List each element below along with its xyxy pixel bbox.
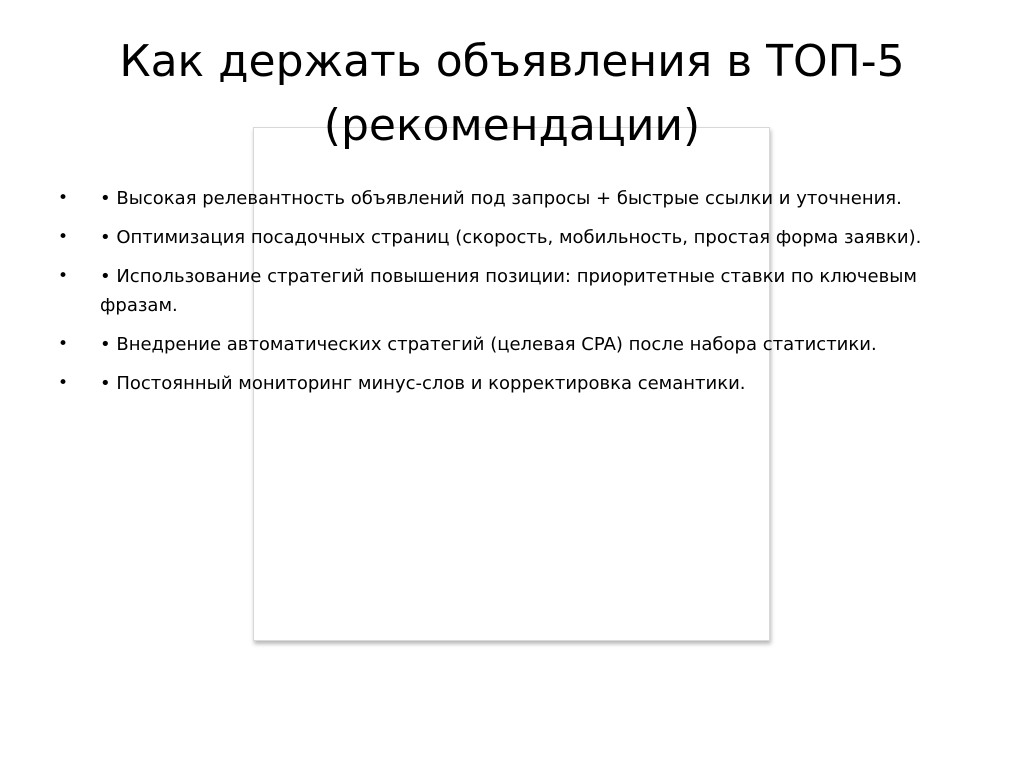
bullet-item	[58, 223, 958, 252]
slide-title-line-1: Как держать объявления в ТОП-5	[119, 36, 905, 87]
bullet-marker: •	[58, 227, 69, 247]
bullet-marker: •	[58, 266, 69, 286]
bullet-item	[58, 330, 958, 359]
bullet-marker: •	[58, 373, 69, 393]
bullet-item	[58, 369, 958, 398]
slide-title-line-2: (рекомендации)	[323, 100, 701, 151]
bullet-list	[58, 184, 958, 408]
bullet-item	[58, 262, 958, 320]
bullet-text: • Использование стратегий повышения позиции: приоритетные ставки по ключевым фразам.	[100, 266, 918, 316]
bullet-text: • Постоянный мониторинг минус-слов и корректировка семантики.	[100, 373, 746, 394]
bullet-marker: •	[58, 334, 69, 354]
slide-title	[0, 30, 1024, 158]
bullet-item	[58, 184, 958, 213]
bullet-marker: •	[58, 188, 69, 208]
bullet-text: • Оптимизация посадочных страниц (скорость, мобильность, простая форма заявки).	[100, 227, 922, 248]
bullet-text: • Высокая релевантность объявлений под запросы + быстрые ссылки и уточнения.	[100, 188, 902, 209]
bullet-text: • Внедрение автоматических стратегий (целевая CPA) после набора статистики.	[100, 334, 877, 355]
